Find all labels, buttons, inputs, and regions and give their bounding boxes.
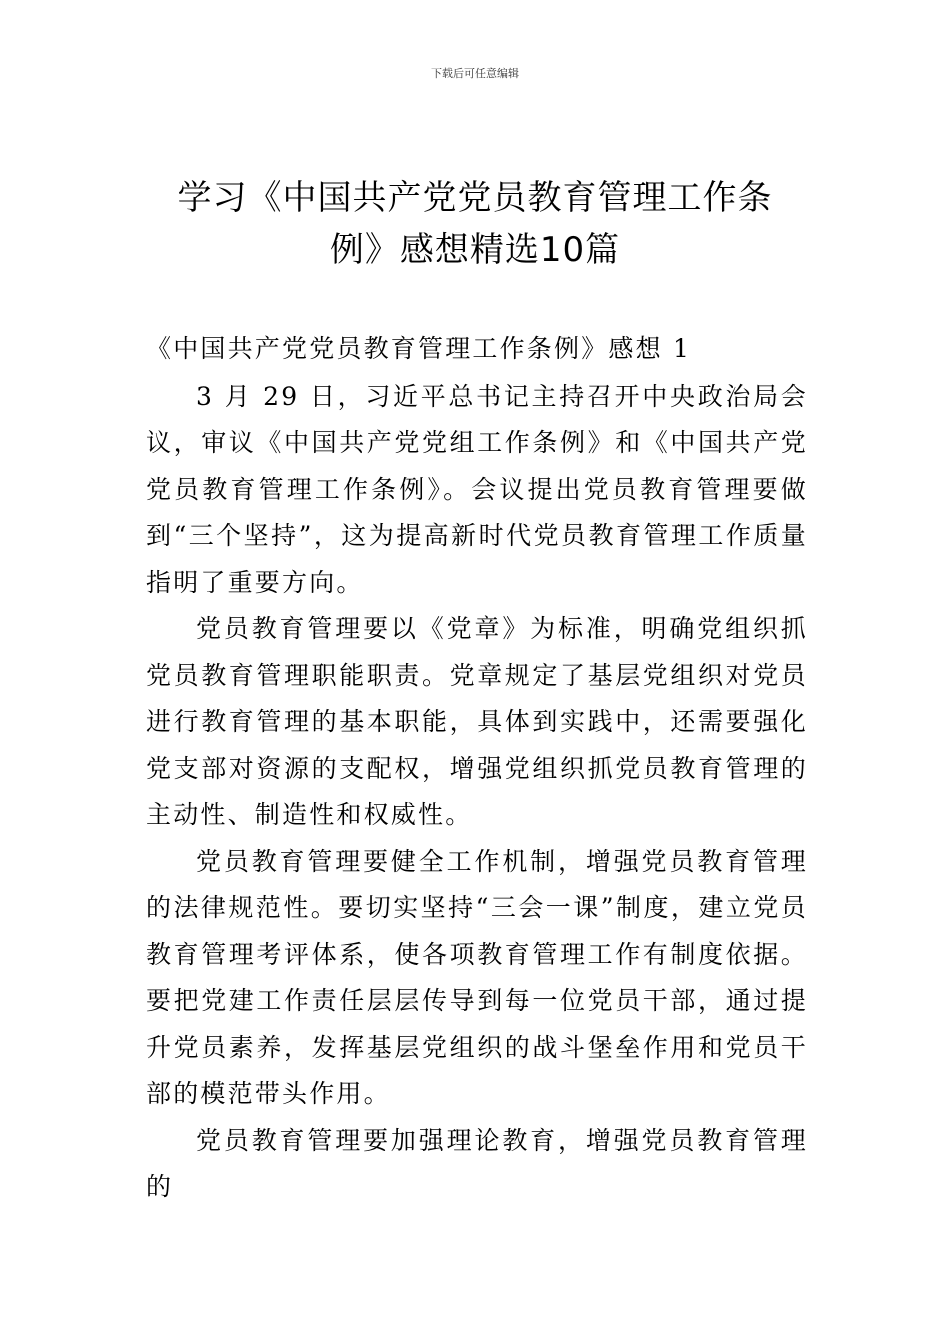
paragraph-4: 党员教育管理要加强理论教育，增强党员教育管理的 [146, 1125, 808, 1201]
paragraph-2: 党员教育管理要以《党章》为标准，明确党组织抓党员教育管理职能职责。党章规定了基层党组织对党员进行教育管理的基本职能，具体到实践中，还需要强化党支部对资源的支配权，增强党组织抓党员教育管理的主动性、制造性和权威性。 [146, 614, 808, 829]
paragraph-3: 党员教育管理要健全工作机制，增强党员教育管理的法律规范性。要切实坚持“三会一课”制度，建立党员教育管理考评体系，使各项教育管理工作有制度依据。要把党建工作责任层层传导到每一位党员干部，通过提升党员素养，发挥基层党组织的战斗堡垒作用和党员干部的模范带头作用。 [146, 846, 808, 1108]
document-body [146, 326, 808, 1211]
section-subheading: 《中国共产党党员教育管理工作条例》感想 1 [146, 334, 692, 363]
paragraph-1: 3 月 29 日，习近平总书记主持召开中央政治局会议，审议《中国共产党党组工作条例》和《中国共产党党员教育管理工作条例》。会议提出党员教育管理要做到“三个坚持”，这为提高新时代党员教育管理工作质量指明了重要方向。 [146, 381, 808, 597]
document-title: 学习《中国共产党党员教育管理工作条例》感想精选10篇 [177, 178, 773, 270]
header-note: 下载后可任意编辑 [431, 67, 519, 80]
